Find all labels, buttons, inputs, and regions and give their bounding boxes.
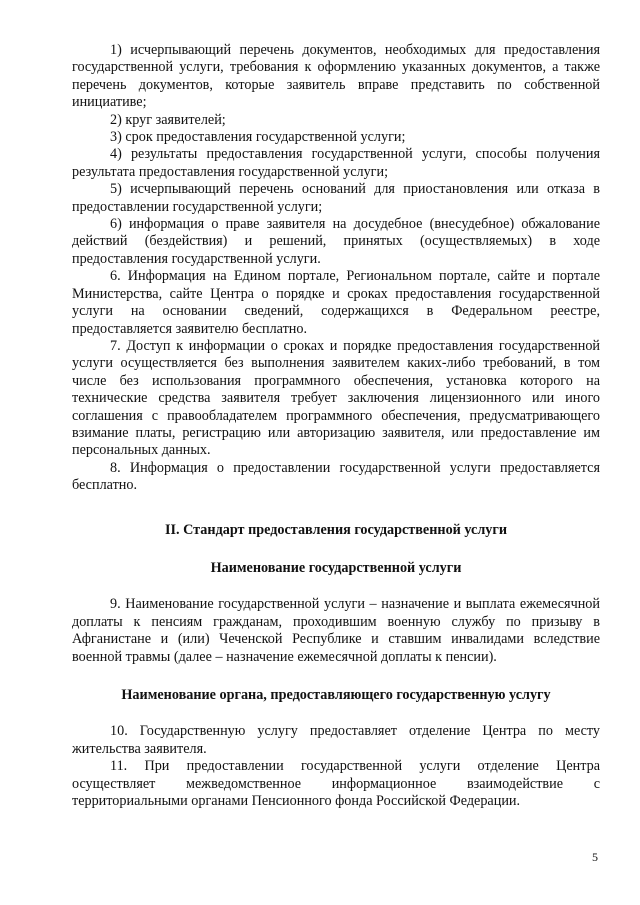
- section-heading: II. Стандарт предоставления государственной услуги: [164, 521, 508, 538]
- page-content: [72, 42, 600, 810]
- subheading-service-name: Наименование государственной услуги: [210, 559, 462, 576]
- subheading-service-provider: Наименование органа, предоставляющего государственную услугу: [121, 687, 551, 703]
- paragraph-11: 11. При предоставлении государственной услуги отделение Центра осуществляет межведомственное информационное взаимодействие с территориальными органами Пенсионного фонда Российской Федерации.: [72, 758, 600, 810]
- paragraph-10: 10. Государственную услугу предоставляет отделение Центра по месту жительства заявителя.: [72, 723, 600, 757]
- paragraph-9: 9. Наименование государственной услуги – назначение и выплата ежемесячной доплаты к пенсиям гражданам, проходившим военную службу по призыву в Афганистане и (или) Чеченской Республике и ставшим инвалидами вследствие военной травмы (далее – назначение ежемесячной доплаты к пенсии).: [72, 596, 600, 665]
- list-item-3: 3) срок предоставления государственной услуги;: [110, 129, 406, 146]
- paragraph-8: 8. Информация о предоставлении государственной услуги предоставляется бесплатно.: [72, 459, 600, 494]
- paragraph-6: 6. Информация на Едином портале, Региональном портале, сайте и портале Министерства, сайте Центра о порядке и сроках предоставления государственной услуги на основании сведений, содержащихся в Федеральном реестре, предоставляется заявителю бесплатно.: [72, 268, 600, 337]
- list-item-1: 1) исчерпывающий перечень документов, необходимых для предоставления государственной услуги, требования к оформлению указанных документов, а также перечень документов, которые заявитель вправе представить по собственной инициативе;: [72, 42, 600, 111]
- list-item-2: 2) круг заявителей;: [110, 111, 226, 128]
- list-item-5: 5) исчерпывающий перечень оснований для приостановления или отказа в предоставлении государственной услуги;: [72, 181, 600, 215]
- page-number: 5: [592, 850, 598, 864]
- paragraph-7: 7. Доступ к информации о сроках и порядке предоставления государственной услуги осуществляется без выполнения заявителем каких-либо требований, в том числе без использования программного обеспечения, установка которого на технические средства заявителя требует заключения лицензионного или иного соглашения с правообладателем программного обеспечения, предусматривающего взимание платы, регистрацию или авторизацию заявителя, или предоставление им персональных данных.: [72, 337, 600, 459]
- list-item-6: 6) информация о праве заявителя на досудебное (внесудебное) обжалование действий (бездействия) и решений, принятых (осуществляемых) в ходе предоставления государственной услуги.: [72, 216, 600, 267]
- list-item-4: 4) результаты предоставления государственной услуги, способы получения результата предоставления государственной услуги;: [72, 146, 600, 180]
